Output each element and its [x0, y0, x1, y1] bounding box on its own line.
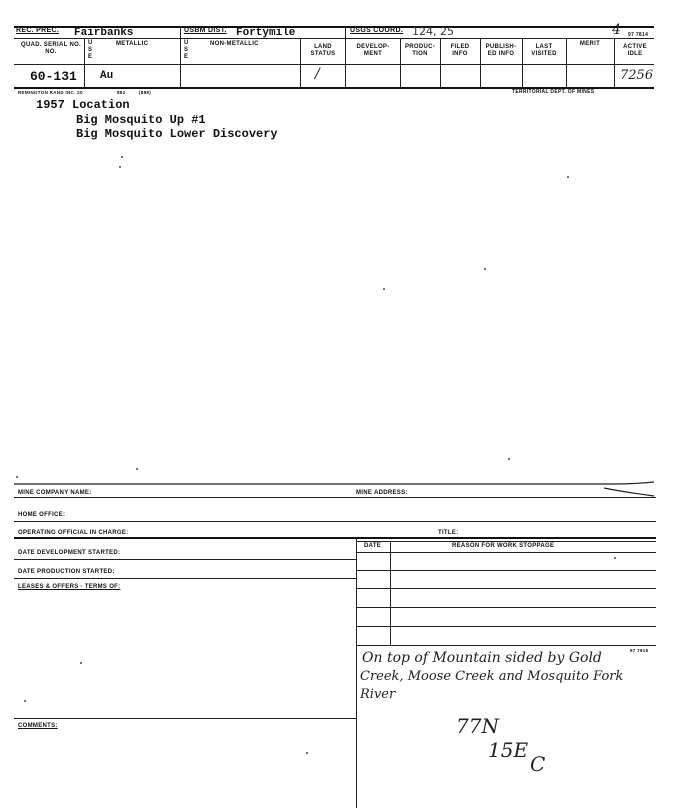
mine-company-name-label: MINE COMPANY NAME: — [18, 490, 92, 496]
land-status-header: LAND STATUS — [310, 44, 336, 57]
date-development-label: DATE DEVELOPMENT STARTED: — [18, 550, 121, 556]
usbm-dist-label: USBM DIST. — [184, 27, 227, 34]
active-idle-header: ACTIVE IDLE — [623, 44, 647, 57]
non-metallic-header: NON-METALLIC — [210, 41, 259, 47]
printer-code-2: (888) — [139, 90, 152, 95]
use-header-2: U S E — [184, 40, 189, 60]
home-office-label: HOME OFFICE: — [18, 512, 66, 518]
metallic-header: METALLIC — [116, 41, 149, 47]
form-number: 97 7814 — [628, 32, 649, 38]
usgs-coord-label: USGS COORD. — [350, 27, 404, 34]
quad-serial-value: 60-131 — [30, 69, 77, 84]
usgs-coord-value: 124, 25 — [412, 25, 454, 38]
metallic-value: Au — [100, 70, 114, 82]
rec-prec-value: Fairbanks — [74, 27, 134, 39]
note-line-3: River — [360, 687, 396, 702]
use-header: U S E — [88, 40, 93, 60]
mine-address-label: MINE ADDRESS: — [356, 490, 408, 496]
printer-credit: REMINGTON RAND INC. 20 — [18, 90, 83, 95]
note-line-2: Creek, Moose Creek and Mosquito Fork — [360, 669, 624, 684]
active-idle-value: 7256 — [620, 68, 654, 83]
note-line-1: On top of Mountain sided by Gold — [362, 650, 602, 666]
leases-offers-label: LEASES & OFFERS - TERMS OF: — [18, 584, 121, 590]
date-column-header: DATE — [364, 543, 382, 549]
location-line-1: Big Mosquito Up #1 — [76, 113, 206, 127]
usbm-dist-value: Fortymile — [236, 27, 296, 39]
land-status-value: / — [315, 66, 320, 82]
rec-prec-label: REC. PREC. — [16, 27, 60, 34]
township-mark: 77N — [456, 714, 499, 738]
printer-code: 882 — [117, 90, 126, 95]
year-location: 1957 Location — [36, 98, 130, 112]
merit-header: MERIT — [579, 41, 601, 47]
form-number-2: 97 7815 — [630, 648, 649, 653]
title-label: TITLE: — [438, 530, 459, 536]
range-mark: 15E — [488, 738, 529, 762]
quad-serial-header: QUAD. SERIAL NO. NO. — [20, 42, 82, 55]
meridian-mark: C — [530, 752, 546, 776]
published-info-header: PUBLISH- ED INFO — [485, 44, 517, 57]
operating-official-label: OPERATING OFFICIAL IN CHARGE: — [18, 530, 129, 536]
filed-info-header: FILED INFO — [450, 44, 470, 57]
location-line-2: Big Mosquito Lower Discovery — [76, 127, 278, 141]
development-header: DEVELOP- MENT — [356, 44, 390, 57]
territorial-dept-label: TERRITORIAL DEPT. OF MINES — [512, 89, 595, 95]
last-visited-header: LAST VISITED — [531, 44, 557, 57]
reason-column-header: REASON FOR WORK STOPPAGE — [452, 543, 555, 549]
production-header: PRODUC- TION — [404, 44, 436, 57]
comments-label: COMMENTS: — [18, 723, 58, 729]
date-production-label: DATE PRODUCTION STARTED: — [18, 569, 115, 575]
mark-4: 4 — [612, 22, 621, 38]
